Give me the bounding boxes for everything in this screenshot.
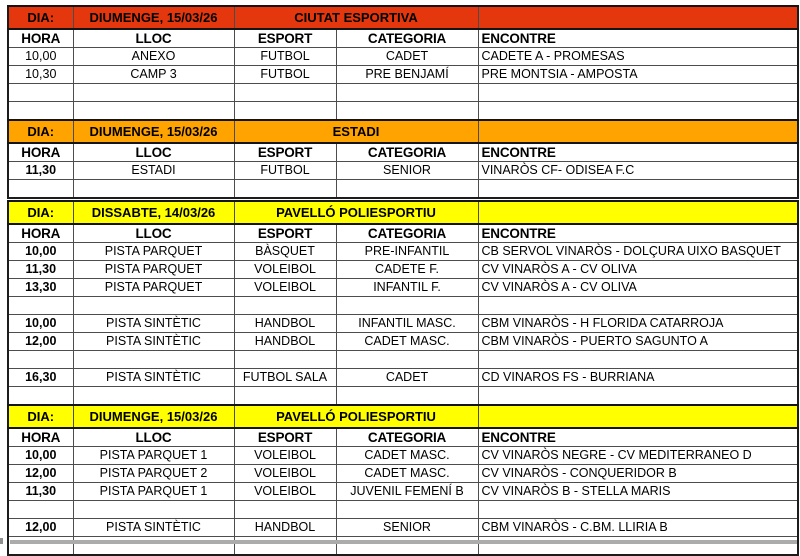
cell-lloc: ANEXO [73, 48, 234, 66]
cell-esport: FUTBOL [234, 48, 336, 66]
cell-categoria: CADET [336, 48, 478, 66]
cell-encontre: CV VINARÒS A - CV OLIVA [478, 279, 798, 297]
cell-categoria: JUVENIL FEMENÍ B [336, 483, 478, 501]
section-header-row [8, 201, 798, 224]
empty-cell [478, 387, 798, 406]
dia-label-cell: DIA: [8, 405, 73, 428]
venue-cell: PAVELLÓ POLIESPORTIU [234, 405, 478, 428]
dia-label-cell: DIA: [8, 6, 73, 29]
cell-hora: 10,30 [8, 66, 73, 84]
match-row [8, 66, 798, 84]
bottom-shadow [10, 540, 797, 544]
cell-categoria: SENIOR [336, 162, 478, 180]
match-row [8, 315, 798, 333]
date-cell: DIUMENGE, 15/03/26 [73, 6, 234, 29]
cell-categoria: CADET MASC. [336, 333, 478, 351]
cell-hora: 13,30 [8, 279, 73, 297]
empty-cell [234, 351, 336, 369]
venue-cell: CIUTAT ESPORTIVA [234, 6, 478, 29]
cell-lloc: PISTA PARQUET [73, 261, 234, 279]
empty-cell [8, 351, 73, 369]
empty-cell [73, 297, 234, 315]
section-header-spacer-cell [478, 6, 798, 29]
empty-cell [8, 501, 73, 519]
empty-cell [336, 102, 478, 121]
match-row [8, 465, 798, 483]
schedule-table-bottom [7, 200, 799, 556]
empty-cell [8, 102, 73, 121]
col-header-encontre: ENCONTRE [478, 29, 798, 48]
empty-cell [336, 351, 478, 369]
cell-hora: 12,00 [8, 519, 73, 537]
cell-lloc: PISTA SINTÈTIC [73, 519, 234, 537]
empty-row [8, 387, 798, 406]
bottom-shadow-notch [0, 538, 3, 544]
col-header-hora: HORA [8, 143, 73, 162]
empty-cell [336, 180, 478, 199]
match-row [8, 243, 798, 261]
cell-lloc: PISTA PARQUET 1 [73, 483, 234, 501]
empty-cell [73, 501, 234, 519]
cell-categoria: SENIOR [336, 519, 478, 537]
col-header-hora: HORA [8, 29, 73, 48]
empty-cell [73, 180, 234, 199]
empty-cell [73, 84, 234, 102]
cell-categoria: CADET [336, 369, 478, 387]
empty-cell [478, 180, 798, 199]
cell-esport: VOLEIBOL [234, 447, 336, 465]
cell-categoria: CADETE F. [336, 261, 478, 279]
cell-esport: FUTBOL [234, 66, 336, 84]
cell-hora: 12,00 [8, 333, 73, 351]
empty-cell [478, 351, 798, 369]
cell-hora: 10,00 [8, 243, 73, 261]
empty-cell [336, 297, 478, 315]
empty-cell [478, 84, 798, 102]
col-header-hora: HORA [8, 224, 73, 243]
cell-categoria: CADET MASC. [336, 447, 478, 465]
empty-cell [478, 501, 798, 519]
empty-row [8, 102, 798, 121]
col-header-categoria: CATEGORIA [336, 428, 478, 447]
empty-cell [234, 297, 336, 315]
empty-cell [336, 501, 478, 519]
match-row [8, 483, 798, 501]
match-row [8, 279, 798, 297]
col-header-esport: ESPORT [234, 143, 336, 162]
cell-lloc: PISTA SINTÈTIC [73, 333, 234, 351]
col-header-encontre: ENCONTRE [478, 143, 798, 162]
cell-lloc: PISTA PARQUET 2 [73, 465, 234, 483]
col-header-lloc: LLOC [73, 428, 234, 447]
empty-cell [234, 501, 336, 519]
cell-lloc: CAMP 3 [73, 66, 234, 84]
cell-encontre: CBM VINARÒS - H FLORIDA CATARROJA [478, 315, 798, 333]
col-header-lloc: LLOC [73, 29, 234, 48]
cell-hora: 16,30 [8, 369, 73, 387]
cell-esport: HANDBOL [234, 519, 336, 537]
schedule-table-top [7, 5, 799, 199]
empty-cell [8, 387, 73, 406]
column-header-row [8, 29, 798, 48]
col-header-esport: ESPORT [234, 224, 336, 243]
cell-lloc: PISTA PARQUET 1 [73, 447, 234, 465]
venue-cell: ESTADI [234, 120, 478, 143]
col-header-lloc: LLOC [73, 224, 234, 243]
cell-lloc: ESTADI [73, 162, 234, 180]
col-header-esport: ESPORT [234, 428, 336, 447]
cell-encontre: CV VINARÒS - CONQUERIDOR B [478, 465, 798, 483]
cell-encontre: CBM VINARÒS - C.BM. LLIRIA B [478, 519, 798, 537]
empty-row [8, 297, 798, 315]
cell-categoria: CADET MASC. [336, 465, 478, 483]
cell-hora: 10,00 [8, 447, 73, 465]
cell-hora: 10,00 [8, 48, 73, 66]
cell-hora: 11,30 [8, 483, 73, 501]
cell-encontre: CB SERVOL VINARÒS - DOLÇURA UIXO BASQUET [478, 243, 798, 261]
column-header-row [8, 143, 798, 162]
dia-label-cell: DIA: [8, 201, 73, 224]
cell-lloc: PISTA SINTÈTIC [73, 315, 234, 333]
cell-hora: 11,30 [8, 162, 73, 180]
date-cell: DIUMENGE, 15/03/26 [73, 120, 234, 143]
empty-row [8, 84, 798, 102]
match-row [8, 162, 798, 180]
empty-row [8, 180, 798, 199]
cell-encontre: CV VINARÒS NEGRE - CV MEDITERRANEO D [478, 447, 798, 465]
col-header-hora: HORA [8, 428, 73, 447]
cell-hora: 12,00 [8, 465, 73, 483]
empty-cell [8, 180, 73, 199]
cell-encontre: VINARÒS CF- ODISEA F.C [478, 162, 798, 180]
cell-categoria: INFANTIL MASC. [336, 315, 478, 333]
cell-lloc: PISTA SINTÈTIC [73, 369, 234, 387]
cell-esport: FUTBOL [234, 162, 336, 180]
cell-esport: HANDBOL [234, 315, 336, 333]
empty-cell [478, 297, 798, 315]
cell-encontre: CD VINAROS FS - BURRIANA [478, 369, 798, 387]
empty-cell [234, 180, 336, 199]
match-row [8, 333, 798, 351]
cell-encontre: PRE MONTSIA - AMPOSTA [478, 66, 798, 84]
match-row [8, 447, 798, 465]
cell-esport: BÀSQUET [234, 243, 336, 261]
section-header-row [8, 120, 798, 143]
cell-categoria: PRE-INFANTIL [336, 243, 478, 261]
empty-row [8, 501, 798, 519]
cell-encontre: CBM VINARÒS - PUERTO SAGUNTO A [478, 333, 798, 351]
cell-encontre: CV VINARÒS B - STELLA MARIS [478, 483, 798, 501]
empty-cell [73, 351, 234, 369]
cell-categoria: INFANTIL F. [336, 279, 478, 297]
empty-cell [73, 102, 234, 121]
cell-hora: 11,30 [8, 261, 73, 279]
cell-esport: VOLEIBOL [234, 465, 336, 483]
cell-esport: FUTBOL SALA [234, 369, 336, 387]
col-header-categoria: CATEGORIA [336, 29, 478, 48]
date-cell: DIUMENGE, 15/03/26 [73, 405, 234, 428]
cell-esport: VOLEIBOL [234, 261, 336, 279]
cell-encontre: CV VINARÒS A - CV OLIVA [478, 261, 798, 279]
cell-encontre: CADETE A - PROMESAS [478, 48, 798, 66]
col-header-esport: ESPORT [234, 29, 336, 48]
venue-cell: PAVELLÓ POLIESPORTIU [234, 201, 478, 224]
cell-lloc: PISTA PARQUET [73, 279, 234, 297]
empty-cell [234, 387, 336, 406]
section-header-spacer-cell [478, 201, 798, 224]
empty-cell [336, 387, 478, 406]
cell-categoria: PRE BENJAMÍ [336, 66, 478, 84]
match-row [8, 48, 798, 66]
match-row [8, 369, 798, 387]
empty-cell [234, 84, 336, 102]
match-row [8, 261, 798, 279]
section-header-row [8, 6, 798, 29]
dia-label-cell: DIA: [8, 120, 73, 143]
col-header-lloc: LLOC [73, 143, 234, 162]
col-header-encontre: ENCONTRE [478, 428, 798, 447]
empty-row [8, 351, 798, 369]
column-header-row [8, 224, 798, 243]
col-header-categoria: CATEGORIA [336, 143, 478, 162]
column-header-row [8, 428, 798, 447]
cell-esport: VOLEIBOL [234, 483, 336, 501]
date-cell: DISSABTE, 14/03/26 [73, 201, 234, 224]
section-header-row [8, 405, 798, 428]
empty-cell [478, 102, 798, 121]
cell-lloc: PISTA PARQUET [73, 243, 234, 261]
col-header-categoria: CATEGORIA [336, 224, 478, 243]
empty-cell [8, 84, 73, 102]
empty-cell [73, 387, 234, 406]
cell-esport: VOLEIBOL [234, 279, 336, 297]
empty-cell [336, 84, 478, 102]
match-row [8, 519, 798, 537]
section-header-spacer-cell [478, 405, 798, 428]
section-header-spacer-cell [478, 120, 798, 143]
empty-cell [8, 297, 73, 315]
col-header-encontre: ENCONTRE [478, 224, 798, 243]
cell-esport: HANDBOL [234, 333, 336, 351]
cell-hora: 10,00 [8, 315, 73, 333]
empty-cell [234, 102, 336, 121]
